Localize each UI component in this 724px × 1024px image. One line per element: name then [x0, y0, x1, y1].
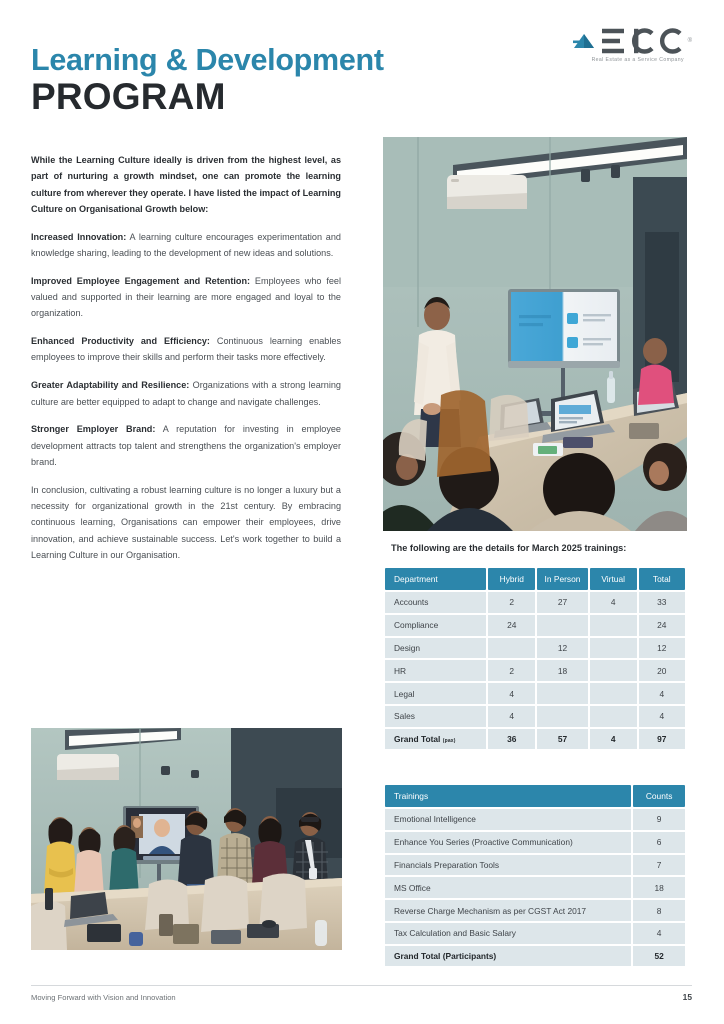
cell-virtual	[590, 683, 637, 704]
article-paragraph: Greater Adaptability and Resilience: Organizations with a strong learning culture are better equipped to adapt to change and navigate challenges.	[31, 380, 341, 407]
cell-department: Compliance	[385, 615, 486, 636]
cell-total: 4	[639, 683, 685, 704]
column-header-virtual: Virtual	[590, 568, 637, 590]
table-row	[385, 923, 685, 944]
cell-department: HR	[385, 660, 486, 681]
cell-total: 33	[639, 592, 685, 613]
cell-virtual	[590, 638, 637, 659]
table-total-row	[385, 946, 685, 967]
cell-training-count: 7	[633, 855, 685, 876]
team-group-photo	[31, 728, 342, 950]
cell-training-count: 6	[633, 832, 685, 853]
cell-hybrid	[488, 638, 535, 659]
page-number: 15	[682, 992, 692, 1002]
table-row	[385, 832, 685, 853]
table-row	[385, 855, 685, 876]
triangle-mark-icon	[573, 33, 595, 50]
cell-in-person	[537, 706, 588, 727]
cell-virtual	[590, 615, 637, 636]
table-row	[385, 660, 685, 681]
grand-total-unit: (pax)	[442, 738, 456, 745]
cell-total-total: 97	[639, 729, 685, 750]
cell-hybrid: 2	[488, 660, 535, 681]
paragraph-heading: Stronger Employer Brand:	[31, 424, 156, 435]
cell-virtual	[590, 660, 637, 681]
table-row	[385, 877, 685, 898]
footer-tagline: Moving Forward with Vision and Innovation	[31, 993, 176, 1002]
table-row	[385, 615, 685, 636]
cell-grand-total-label: Grand Total (Participants)	[385, 946, 631, 967]
paragraph-heading: Enhanced Productivity and Efficiency:	[31, 336, 210, 347]
cell-total-virtual: 4	[590, 729, 637, 750]
page-title	[31, 44, 384, 117]
column-header-department: Department	[385, 568, 486, 590]
cell-grand-total-count: 52	[633, 946, 685, 967]
cell-department: Design	[385, 638, 486, 659]
article-paragraph: Stronger Employer Brand: A reputation for investing in employee development attracts top talent and strengthens the organization's employer brand.	[31, 424, 341, 467]
table-header-row	[385, 568, 685, 590]
footer-divider	[31, 985, 692, 986]
cell-training-count: 8	[633, 900, 685, 921]
cell-department: Sales	[385, 706, 486, 727]
cell-hybrid: 4	[488, 683, 535, 704]
article-paragraph: Increased Innovation: A learning culture encourages experimentation and knowledge sharing, leading to the development of new ideas and solutions.	[31, 231, 341, 258]
brand-logo	[560, 28, 692, 63]
cell-in-person	[537, 683, 588, 704]
cell-training-count: 4	[633, 923, 685, 944]
logo-row	[560, 28, 692, 54]
cell-department: Legal	[385, 683, 486, 704]
cell-training-name: Enhance You Series (Proactive Communication)	[385, 832, 631, 853]
cell-virtual: 4	[590, 592, 637, 613]
column-header-hybrid: Hybrid	[488, 568, 535, 590]
paragraph-heading: Improved Employee Engagement and Retention:	[31, 275, 251, 286]
column-header-counts: Counts	[633, 785, 685, 807]
table-row	[385, 592, 685, 613]
efc-wordmark-icon	[598, 28, 684, 54]
cell-in-person: 12	[537, 638, 588, 659]
cell-department: Accounts	[385, 592, 486, 613]
paragraph-heading: Greater Adaptability and Resilience:	[31, 380, 190, 391]
cell-training-name: Reverse Charge Mechanism as per CGST Act 2017	[385, 900, 631, 921]
cell-training-count: 9	[633, 809, 685, 830]
departments-table	[383, 566, 687, 751]
paragraph-heading: Increased Innovation:	[31, 231, 127, 242]
article-body	[31, 152, 341, 563]
cell-hybrid: 2	[488, 592, 535, 613]
trainings-table	[383, 783, 687, 968]
article-paragraph: While the Learning Culture ideally is driven from the highest level, as part of nurturing a growth mindset, one can promote the learning culture from wherever they operate. I have listed the impact of Learning Culture on Organisational Growth below:	[31, 155, 341, 214]
article-paragraph: Enhanced Productivity and Efficiency: Continuous learning enables employees to improve their skills and perform their tasks more effectively.	[31, 336, 341, 363]
cell-total-hybrid: 36	[488, 729, 535, 750]
page-title-line2: PROGRAM	[31, 76, 226, 118]
training-session-photo	[383, 137, 687, 531]
cell-training-name: Financials Preparation Tools	[385, 855, 631, 876]
cell-in-person	[537, 615, 588, 636]
cell-hybrid: 24	[488, 615, 535, 636]
cell-training-name: Emotional Intelligence	[385, 809, 631, 830]
cell-in-person: 18	[537, 660, 588, 681]
table-header-row	[385, 785, 685, 807]
cell-training-name: Tax Calculation and Basic Salary	[385, 923, 631, 944]
column-header-in-person: In Person	[537, 568, 588, 590]
table-total-row	[385, 729, 685, 750]
cell-in-person: 27	[537, 592, 588, 613]
table-row	[385, 706, 685, 727]
table-row	[385, 638, 685, 659]
cell-total: 20	[639, 660, 685, 681]
cell-total: 24	[639, 615, 685, 636]
cell-virtual	[590, 706, 637, 727]
cell-total: 4	[639, 706, 685, 727]
column-header-trainings: Trainings	[385, 785, 631, 807]
cell-total: 12	[639, 638, 685, 659]
registered-mark: ®	[687, 38, 692, 44]
cell-training-count: 18	[633, 877, 685, 898]
table-row	[385, 900, 685, 921]
column-header-total: Total	[639, 568, 685, 590]
page-title-line1: Learning & Development	[31, 43, 384, 77]
departments-table-caption: The following are the details for March 2025 trainings:	[391, 543, 627, 553]
cell-grand-total-label: Grand Total (pax)	[385, 729, 486, 750]
article-paragraph: In conclusion, cultivating a robust learning culture is no longer a luxury but a necessity for organizational growth in the 21st century. By embracing continuous learning, Organisations can empower their employees, drive innovation, and achieve sustainable success. Let's work together to build a Learning Culture in our Organisation.	[31, 484, 341, 560]
article-paragraph: Improved Employee Engagement and Retention: Employees who feel valued and supported in their learning are more engaged and loyal to the organization.	[31, 275, 341, 319]
table-row	[385, 683, 685, 704]
brand-tagline: Real Estate as a Service Company	[591, 57, 684, 63]
cell-hybrid: 4	[488, 706, 535, 727]
cell-total-in-person: 57	[537, 729, 588, 750]
cell-training-name: MS Office	[385, 877, 631, 898]
table-row	[385, 809, 685, 830]
